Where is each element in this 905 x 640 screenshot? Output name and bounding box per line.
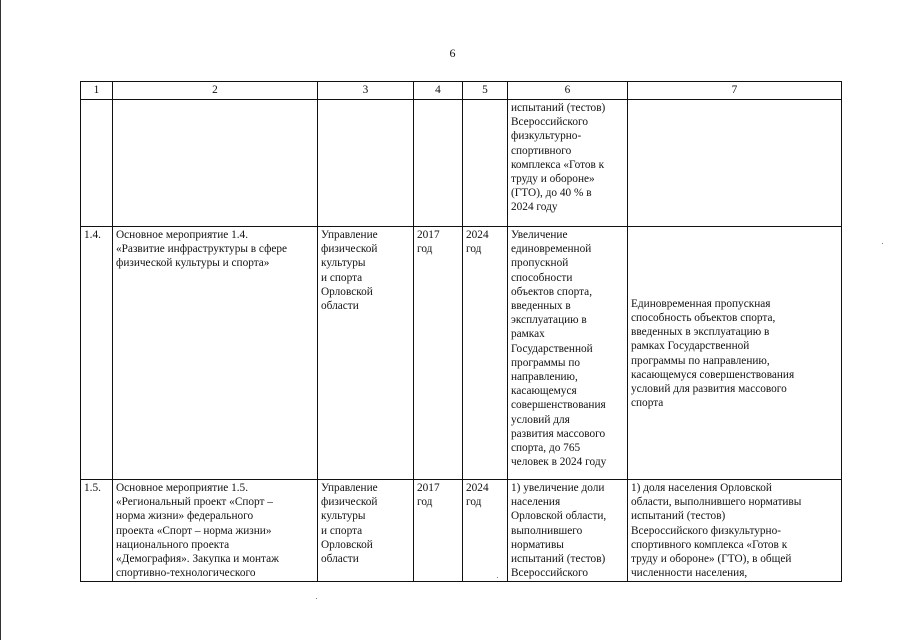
row-number-cell (81, 100, 113, 227)
measure-name-cell: Основное мероприятие 1.5. «Региональный проект «Спорт – норма жизни» федерального проекта «Спорт – норма жизни» национального проекта «Демография». Закупка и монтаж спортивно-технологического (113, 480, 318, 582)
start-year-cell (414, 100, 463, 227)
indicator-cell: 1) доля населения Орловской области, выполнившего нормативы испытаний (тестов) Всероссийского физкультурно- спортивного комплекса «Готов к труду и обороне» (ГТО), в общей численности населения, (628, 480, 842, 582)
responsible-cell (318, 100, 414, 227)
responsible-cell: Управление физической культуры и спорта Орловской области (318, 227, 414, 480)
header-row (81, 82, 842, 100)
scan-speck (316, 598, 317, 599)
end-year-cell (463, 100, 508, 227)
start-year-cell: 2017 год (414, 480, 463, 582)
end-year-cell: 2024 год (463, 480, 508, 582)
page-edge-line (0, 0, 1, 640)
scan-speck (497, 577, 498, 578)
indicator-cell (628, 100, 842, 227)
page-number: 6 (449, 46, 456, 60)
header-cell: 1 (81, 82, 113, 100)
row-number-cell: 1.5. (81, 480, 113, 582)
indicator-cell: Единовременная пропускная способность объектов спорта, введенных в эксплуатацию в рамках Государственной программы по направлению, касающемуся совершенствования условий для развития массового спорта (628, 227, 842, 480)
expected-result-cell: испытаний (тестов) Всероссийского физкультурно- спортивного комплекса «Готов к труду и обороне» (ГТО), до 40 % в 2024 году (508, 100, 628, 227)
scan-speck (882, 243, 883, 244)
header-cell: 3 (318, 82, 414, 100)
measure-name-cell: Основное мероприятие 1.4. «Развитие инфраструктуры в сфере физической культуры и спорта» (113, 227, 318, 480)
expected-result-cell: 1) увеличение доли населения Орловской области, выполнившего нормативы испытаний (тестов) Всероссийского (508, 480, 628, 582)
end-year-cell: 2024 год (463, 227, 508, 480)
header-cell: 6 (508, 82, 628, 100)
start-year-cell: 2017 год (414, 227, 463, 480)
expected-result-cell: Увеличение единовременной пропускной способности объектов спорта, введенных в эксплуатацию в рамках Государственной программы по направлению, касающемуся совершенствования условий для развития массового спорта, до 765 человек в 2024 году (508, 227, 628, 480)
header-cell: 7 (628, 82, 842, 100)
measure-name-cell (113, 100, 318, 227)
table-row (81, 227, 842, 480)
table-row (81, 100, 842, 227)
row-number-cell: 1.4. (81, 227, 113, 480)
responsible-cell: Управление физической культуры и спорта Орловской области (318, 480, 414, 582)
header-cell: 2 (113, 82, 318, 100)
header-cell: 4 (414, 82, 463, 100)
table-row (81, 480, 842, 582)
measures-table (80, 81, 842, 582)
header-cell: 5 (463, 82, 508, 100)
